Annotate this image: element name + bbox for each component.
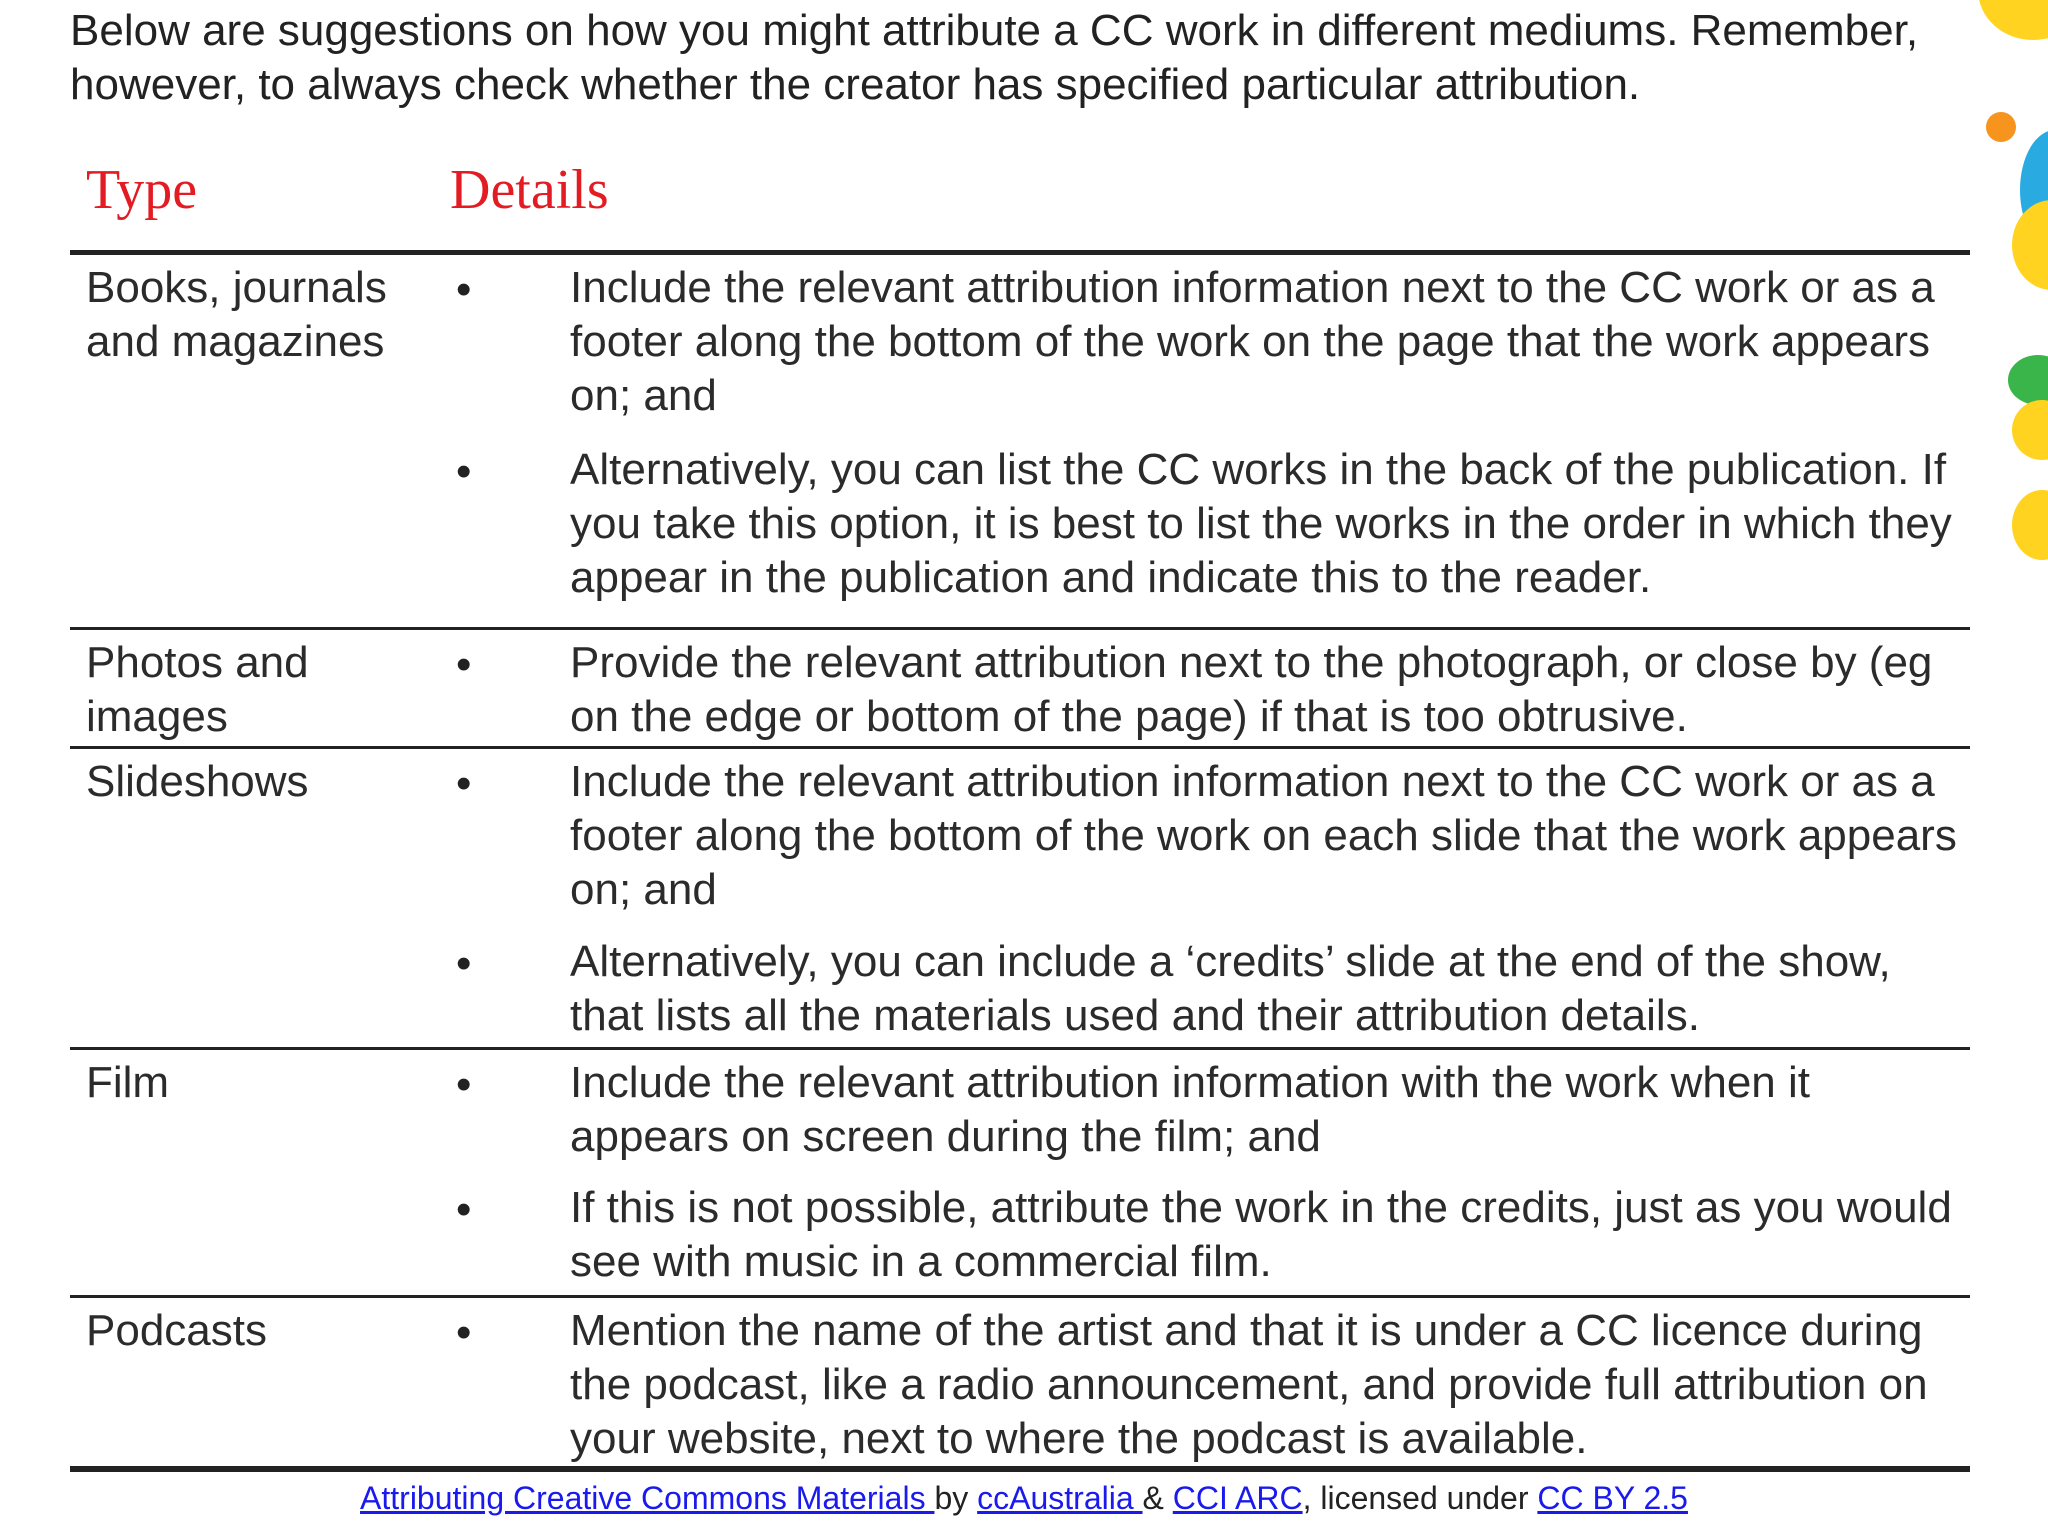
type-cell: Books, journals and magazines [86, 263, 387, 366]
bullet-icon: • [456, 1185, 472, 1234]
type-cell: Film [86, 1058, 170, 1107]
bullet-icon: • [456, 447, 472, 496]
author-link-ccaustralia[interactable]: ccAustralia [977, 1480, 1143, 1516]
title-link[interactable]: Attributing Creative Commons Materials [360, 1480, 935, 1516]
decor-yellow-circle-mid [2012, 200, 2048, 290]
table-row-slideshows [70, 749, 1970, 1050]
detail-text: Include the relevant attribution information next to the CC work or as a footer along the bottom of the work on the page that the work appears on; and [570, 263, 1935, 420]
amp-text: & [1142, 1480, 1173, 1516]
detail-text: Alternatively, you can include a ‘credits’ slide at the end of the show, that lists all the materials used and their attribution details. [570, 937, 1891, 1040]
bullet-icon: • [456, 265, 472, 314]
header-details: Details [450, 159, 609, 221]
detail-text: Mention the name of the artist and that it is under a CC licence during the podcast, like a radio announcement, and provide full attribution on your website, next to where the podcast is available. [570, 1306, 1928, 1463]
bullet-icon: • [456, 759, 472, 808]
detail-text: Include the relevant attribution information next to the CC work or as a footer along the bottom of the work on each slide that the work appears on; and [570, 757, 1957, 914]
table-row-photos [70, 630, 1970, 749]
bullet-icon: • [456, 1060, 472, 1109]
detail-text: Provide the relevant attribution next to the photograph, or close by (eg on the edge or bottom of the page) if that is too obtrusive. [570, 638, 1933, 741]
decor-green-circle [2008, 355, 2048, 405]
decor-yellow-circle-low2 [2012, 490, 2048, 560]
table-row-books [70, 255, 1970, 630]
table-row-podcasts [70, 1298, 1970, 1472]
decor-orange-dot [1986, 112, 2016, 142]
type-cell: Slideshows [86, 757, 309, 806]
decor-yellow-circle-low1 [2012, 400, 2048, 460]
detail-text: Include the relevant attribution information with the work when it appears on screen during the film; and [570, 1058, 1810, 1161]
bullet-icon: • [456, 1308, 472, 1357]
license-link[interactable]: CC BY 2.5 [1537, 1480, 1688, 1516]
intro-text: Below are suggestions on how you might attribute a CC work in different mediums. Remember, however, to always check whether the creator has specified particular attribution. [70, 6, 1919, 109]
type-cell: Podcasts [86, 1306, 267, 1355]
detail-text: Alternatively, you can list the CC works in the back of the publication. If you take this option, it is best to list the works in the order in which they appear in the publication and indicate this to the reader. [570, 445, 1952, 602]
table-header [70, 155, 1970, 245]
attribution-footer [0, 1476, 2048, 1520]
table-row-film [70, 1050, 1970, 1298]
bullet-icon: • [456, 939, 472, 988]
licensed-text: , licensed under [1302, 1480, 1538, 1516]
bullet-icon: • [456, 640, 472, 689]
by-text: by [934, 1480, 978, 1516]
header-type: Type [86, 159, 198, 221]
type-cell: Photos and images [86, 638, 309, 741]
detail-text: If this is not possible, attribute the work in the credits, just as you would see with music in a commercial film. [570, 1183, 1952, 1286]
author-link-cci-arc[interactable]: CCI ARC [1172, 1480, 1303, 1516]
